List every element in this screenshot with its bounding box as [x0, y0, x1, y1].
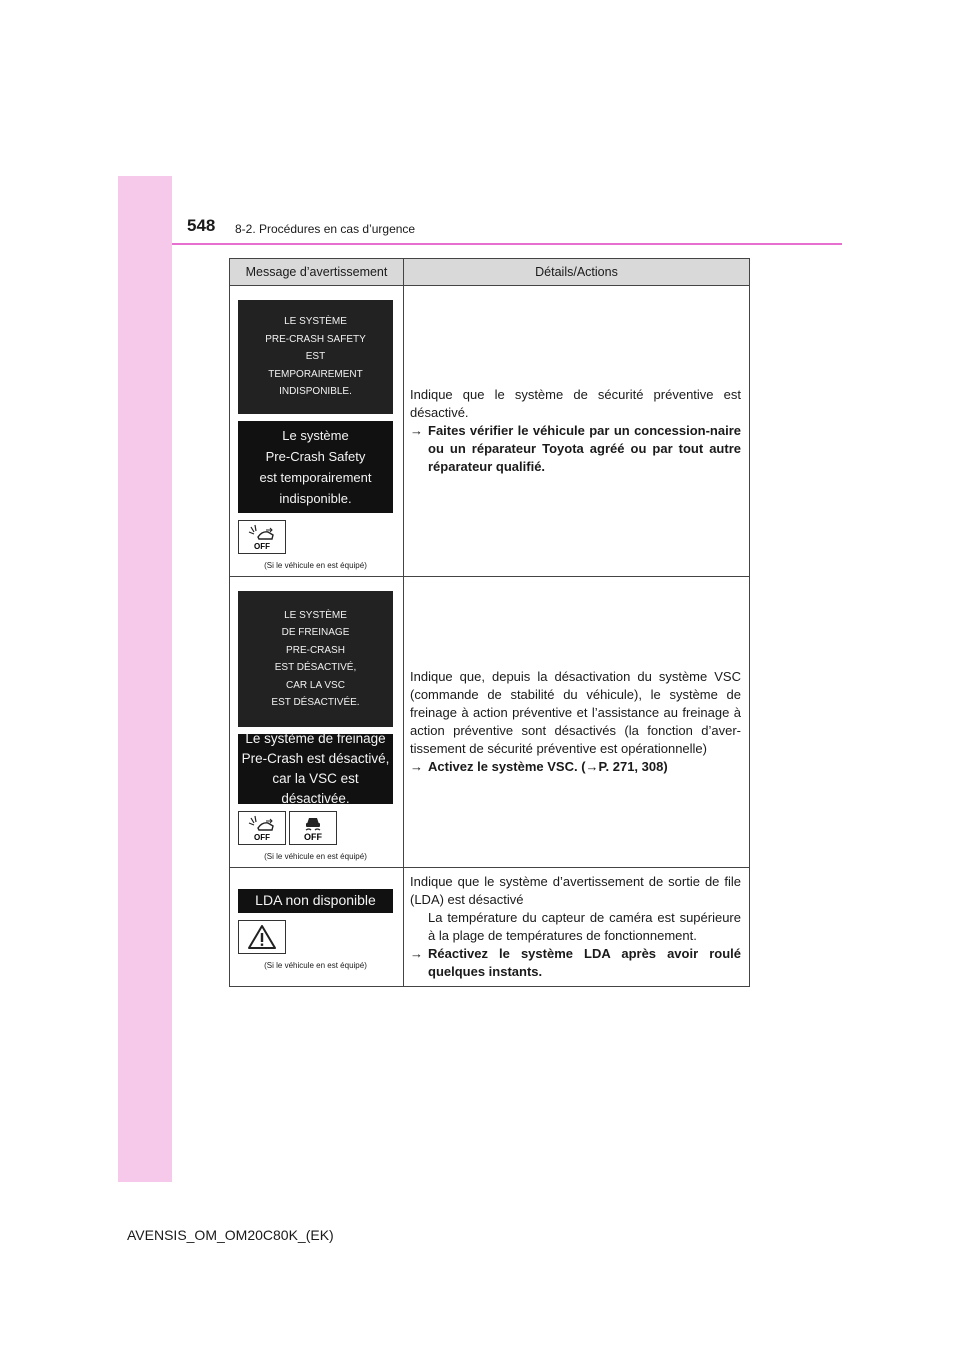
warning-message-cell [230, 868, 404, 987]
warning-message-cell [230, 286, 404, 577]
pcs-off-icon [238, 811, 286, 845]
arrow-icon: → [410, 759, 423, 774]
svg-text:OFF: OFF [254, 833, 270, 842]
page-number: 548 [187, 216, 216, 235]
arrow-icon: → [410, 423, 423, 438]
table-row [230, 577, 750, 868]
equipment-note: (Si le véhicule en est équipé) [264, 960, 367, 970]
action-text: Réactivez le système LDA après avoir roulé quelques instants. [428, 946, 741, 979]
header-rule [172, 243, 842, 245]
details-cell: Indique que, depuis la désactivation du système VSC (commande de stabilité du véhicule), le système de freinage à action préventive et l’assistance au freinage à action préventive sont désactivés (la fonction d’aver-tissement de sécurité préventive est opérationnelle) → Activez le système VSC. (→P. 271, 308) [404, 577, 750, 868]
svg-text:OFF: OFF [304, 832, 322, 842]
warning-message-cell [230, 577, 404, 868]
action-text: Activez le système VSC. (→P. 271, 308) [428, 759, 668, 774]
document-footer-code: AVENSIS_OM_OM20C80K_(EK) [127, 1227, 334, 1243]
pcs-off-icon [238, 520, 286, 554]
display-message-graphic: LDA non disponible [238, 889, 393, 913]
equipment-note: (Si le véhicule en est équipé) [264, 561, 367, 570]
vsc-off-icon [289, 811, 337, 845]
details-cell: Indique que le système de sécurité préventive est désactivé. → Faites vérifier le véhicule par un concession-naire ou un réparateur Toyota agréé ou par tout autre réparateur qualifié. [404, 286, 750, 577]
display-message-graphic: Le système Pre-Crash Safety est temporairement indisponible. [238, 421, 393, 513]
column-header-details: Détails/Actions [404, 259, 750, 286]
action-text: Faites vérifier le véhicule par un concession-naire ou un réparateur Toyota agréé ou par tout autre réparateur qualifié. [428, 423, 741, 474]
display-message-text: LE SYSTÈME DE FREINAGE PRE-CRASH EST DÉSACTIVÉ, CAR LA VSC EST DÉSACTIVÉE. [238, 591, 393, 727]
page-side-tab [118, 176, 172, 1182]
svg-text:OFF: OFF [254, 542, 270, 551]
warning-table [229, 258, 750, 987]
table-row [230, 286, 750, 577]
display-message-graphic: Le système de freinage Pre-Crash est désactivé, car la VSC est désactivée. [238, 734, 393, 804]
equipment-note: (Si le véhicule en est équipé) [264, 852, 367, 861]
table-row [230, 868, 750, 987]
table-header-row [230, 259, 750, 286]
cause-text: La température du capteur de caméra est supérieure à la plage de températures de fonctionnement. [428, 910, 741, 943]
column-header-message: Message d’avertissement [230, 259, 404, 286]
display-message-text: LE SYSTÈME PRE-CRASH SAFETY EST TEMPORAIREMENT INDISPONIBLE. [238, 300, 393, 414]
warning-triangle-icon [238, 920, 286, 954]
section-title: 8-2. Procédures en cas d’urgence [235, 222, 416, 236]
details-cell: Indique que le système d’avertissement de sortie de file (LDA) est désactivé La température du capteur de caméra est supérieure à la plage de températures de fonctionnement. → Réactivez le système LDA après avoir roulé quelques instants. [404, 868, 750, 987]
arrow-icon: → [410, 946, 423, 961]
